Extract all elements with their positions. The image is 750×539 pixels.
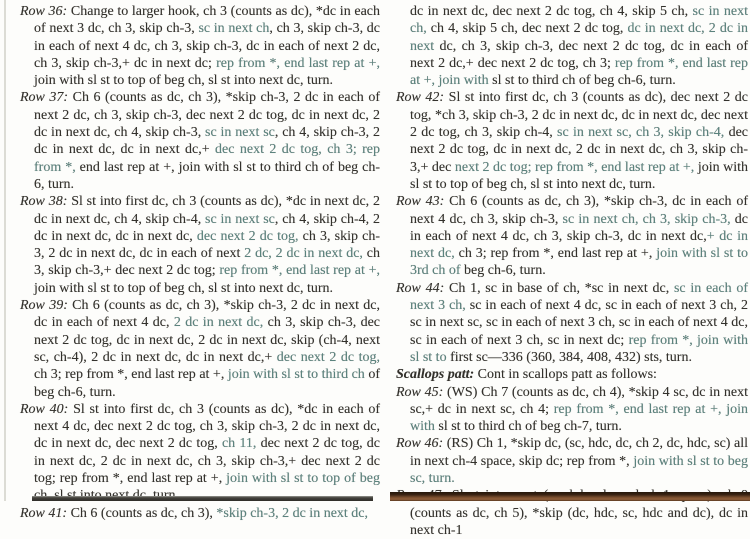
pattern-text-segment: dc in each of next 4 dc, ch 3, skip ch-3, dc in next dc,	[410, 211, 749, 244]
accent-text-segment: join with sl st to top of beg	[226, 471, 380, 487]
accent-text-segment: rep from *, end last rep at +,	[216, 55, 380, 71]
row-label: Row 46:	[396, 436, 444, 452]
pattern-text-segment: Change to larger hook, ch 3 (counts as dc), *dc in each of next 3 dc, ch 3, skip ch-3,	[34, 4, 380, 37]
row-label: Row 38:	[20, 194, 68, 210]
pattern-text-segment: dec next 2 dc tog, dc in next dc, 2 dc in next dc, ch 3, skip ch-3,+ dec next 2 dc tog; rep from *, end last rep at +,	[34, 436, 380, 487]
pattern-text-segment: join with sl st to top of beg ch, sl st into next dc, turn.	[410, 159, 749, 192]
accent-text-segment: 2 dc, 2 dc in next dc,	[244, 246, 363, 262]
pattern-text-segment: ch 3, skip ch-3, dec next 2 dc tog, dc in next dc, 2 dc in next dc, skip (ch-4, next sc, ch-4), 2 dc in next dc, dc in next dc,+	[34, 315, 380, 365]
pattern-text-segment: join with sl st to top of beg ch, sl st into next dc, turn.	[34, 73, 334, 89]
row-39	[20, 297, 380, 401]
row-label: Row 44:	[396, 280, 445, 296]
two-column-text-block	[20, 3, 749, 538]
pattern-text-segment: Sl st into first dc, ch 3 (counts as dc), dec next 2 dc tog, *ch 3, skip ch-3, 2 dc in next dc, dc in next dc, dec next 2 dc tog, ch 3, skip ch-4,	[410, 90, 748, 141]
pattern-text-segment: Ch 6 (counts as dc, ch 3), *skip ch-3, 2 dc in next dc, dc in each of next 4 dc,	[34, 298, 380, 331]
pattern-text-segment: dc, ch 3, skip ch-3, dec next 2 dc tog, dc in each of next 2 dc,+ dec next 2 dc tog, ch 3;	[410, 38, 748, 71]
pattern-text-segment: (counts as dc, ch 5), *skip (dc, hdc, sc, hdc and dc), dc in next ch-1	[410, 505, 748, 538]
pattern-text-segment: end last rep at +, join with sl st to third ch of beg ch-6, turn.	[34, 159, 381, 192]
row-45	[396, 384, 748, 436]
row-label: Row 37:	[20, 90, 69, 106]
pattern-text-segment: Sl st into first dc, ch 3 (counts as dc), *dc in each of next 4 dc, dec next 2 dc tog, ch 3, skip ch-3, 2 dc in next dc, dc in next dc, dec next 2 dc tog,	[34, 401, 381, 452]
pattern-text-segment: (WS) Ch 7 (counts as dc, ch 4), *skip 4 sc, dc in next sc,+ dc in next sc, ch 4;	[410, 384, 748, 417]
accent-text-segment: sc in next ch,	[410, 4, 749, 37]
pattern-text-segment: beg ch-6, turn.	[460, 263, 546, 279]
row-38	[20, 193, 380, 297]
row-label: Row 42:	[396, 90, 445, 106]
row-label: Row 43:	[396, 194, 445, 210]
accent-text-segment: dec next 2 dc tog,	[196, 228, 299, 244]
accent-text-segment: rep from *, join with sl st to	[410, 332, 748, 365]
text-column-left	[20, 3, 381, 521]
pattern-text-segment: ch 3, skip ch-3,+ dec next 2 dc tog;	[34, 246, 380, 279]
row-44	[396, 280, 748, 366]
pattern-text-segment: , ch 4, skip ch-4, 2 dc in next dc, dc in next dc,	[34, 211, 380, 244]
accent-text-segment: ch 11,	[221, 436, 257, 452]
accent-text-segment: rep from *, end last rep at +, join with	[410, 55, 749, 89]
accent-text-segment: 2 dc in next dc,	[173, 315, 264, 331]
row-label: Row 45:	[396, 384, 444, 400]
pattern-text-segment: Ch 6 (counts as dc, ch 3), *skip ch-3, dc in each of next 4 dc, ch 3, skip ch-3,	[410, 194, 748, 227]
row-label: Scallops patt:	[396, 367, 475, 383]
row-42	[396, 89, 748, 193]
row-40	[20, 401, 380, 505]
accent-text-segment: sc in next ch	[198, 21, 270, 37]
accent-text-segment: + dc in next dc,	[410, 228, 749, 262]
cropped-photo-top-edge-left	[32, 496, 373, 501]
accent-text-segment: sc in next sc	[205, 211, 275, 227]
pattern-text-segment: ch 4, skip 5 ch, dec next 2 dc tog,	[426, 21, 628, 37]
accent-text-segment: sc in next sc, ch 3, skip ch-4,	[557, 125, 725, 141]
accent-text-segment: join with sl st to 3rd ch of	[410, 246, 749, 279]
row-label: Row 40:	[20, 401, 69, 417]
scallops-patt-heading	[396, 366, 748, 383]
row-41-continued	[396, 3, 748, 89]
pattern-text-segment: sl st to third ch of beg ch-6, turn.	[488, 73, 676, 89]
row-41	[20, 505, 380, 522]
pattern-text-segment: , ch 4, skip ch-3, 2 dc in next dc, dc in next dc,+	[34, 125, 380, 158]
pattern-text-segment: Ch 6 (counts as dc, ch 3),	[70, 505, 217, 521]
pattern-text-segment: Ch 6 (counts as dc, ch 3), *skip ch-3, 2 dc in each of next 2 dc, ch 3, skip ch-3, dec next 2 dc tog, dc in next dc, 2 dc in next dc, ch 4, skip ch-3,	[34, 90, 380, 141]
accent-text-segment: sc in next ch, ch 3, skip ch-3,	[562, 211, 731, 227]
pattern-text-segment: sl st to third ch of beg ch-7, turn.	[434, 419, 622, 435]
pattern-text-segment: , ch 3, skip ch-3, dc in each of next 4 dc, ch 3, skip ch-3, dc in each of next 2 dc, ch 3, skip ch-3,+ dc in next dc;	[34, 21, 380, 71]
pattern-text-segment: Cont in scallops patt as follows:	[477, 367, 657, 383]
text-column-right	[396, 3, 749, 538]
pattern-text-segment: dc in next dc, dec next 2 dc tog, ch 4, skip 5 ch,	[410, 4, 693, 19]
pattern-text-segment: dec next 2 dc tog, dc in next dc, 2 dc in next dc, ch 3, skip ch-3,+ dec	[410, 125, 748, 175]
row-label: Row 41:	[20, 505, 68, 521]
pattern-text-segment: ch 3; rep from *, end last rep at +,	[454, 246, 657, 262]
pattern-text-segment: join with sl st to top of beg ch, sl st into next dc, turn.	[34, 280, 334, 296]
accent-text-segment: rep from *, end last rep at +, join with	[410, 401, 749, 435]
pattern-text-segment: ch 3, skip ch-3, 2 dc in next dc, dc in each of next	[34, 228, 380, 262]
pattern-text-segment: first sc—336 (360, 384, 408, 432) sts, turn.	[446, 349, 692, 365]
pattern-text-segment: of beg ch-6, turn.	[34, 367, 380, 400]
accent-text-segment: rep from *, end last rep at +,	[219, 263, 380, 279]
pattern-text-segment: Sl st into first dc, ch 3 (counts as dc), *dc in next dc, 2 dc in next dc, ch 4, skip ch-4,	[34, 194, 380, 227]
row-label: Row 36:	[20, 4, 68, 19]
page-scan-edge-line	[4, 0, 6, 501]
pattern-text-segment: (RS) Ch 1, *skip dc, (sc, hdc, dc, ch 2, dc, hdc, sc) all in next ch-4 space, skip dc; rep from *,	[410, 436, 748, 469]
row-36	[20, 3, 380, 89]
accent-text-segment: sc in each of next 3 ch,	[410, 280, 749, 314]
accent-text-segment: join with sl st to third ch	[227, 367, 365, 383]
row-37	[20, 89, 380, 193]
pattern-text-segment: Ch 1, sc in base of ch, *sc in next dc,	[449, 280, 674, 296]
row-43	[396, 193, 748, 279]
accent-text-segment: join with sl st to beg sc, turn.	[410, 453, 748, 487]
accent-text-segment: *skip ch-3, 2 dc in next dc,	[216, 505, 369, 521]
accent-text-segment: dec next 2 dc tog, ch 3; rep from *,	[34, 142, 380, 175]
accent-text-segment: dec next 2 dc tog,	[276, 349, 380, 365]
accent-text-segment: next 2 dc tog; rep from *, end last rep at +,	[454, 159, 695, 175]
cropped-photo-top-edge-right	[390, 492, 750, 501]
pattern-text-segment: ch 3; rep from *, end last rep at +,	[34, 367, 228, 383]
row-46	[396, 435, 748, 487]
row-label: Row 39:	[20, 298, 68, 314]
accent-text-segment: sc in next sc	[205, 125, 275, 141]
accent-text-segment: dc in next dc, 2 dc in next	[410, 21, 748, 54]
pattern-text-segment: sc in each of next 4 dc, sc in each of next 3 ch, 2 sc in next sc, sc in each of next 3 ch, sc in each of next 4 dc, sc in each of next 3 ch, sc in next dc;	[410, 298, 748, 348]
